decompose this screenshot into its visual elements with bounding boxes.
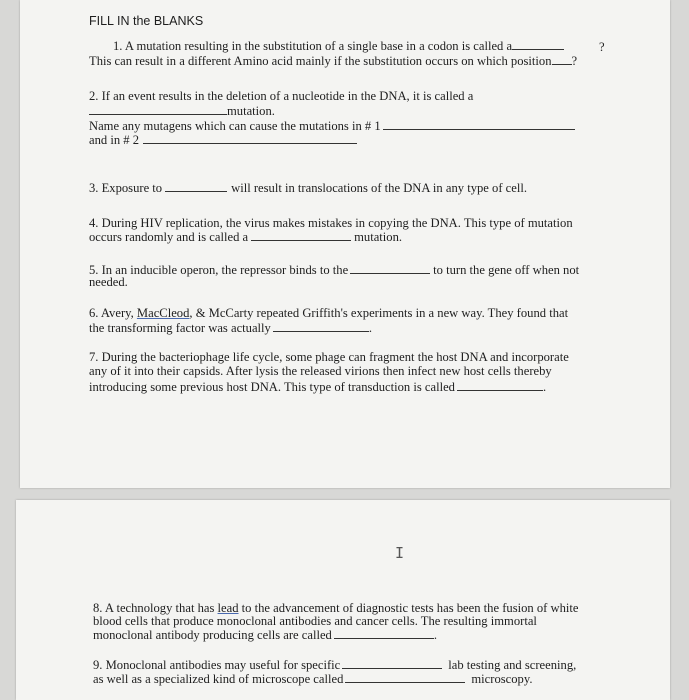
question-5-line-2: needed. — [89, 275, 128, 289]
answer-blank[interactable] — [342, 657, 442, 669]
question-8-line-1: 8. A technology that has lead to the advancement of diagnostic tests has been the fusion of white — [93, 601, 579, 615]
question-2-line-4: and in # 2 — [89, 132, 357, 147]
question-6-line-2: the transforming factor was actually . — [89, 321, 372, 335]
answer-blank[interactable] — [334, 627, 434, 639]
answer-blank[interactable] — [383, 118, 575, 130]
answer-blank[interactable] — [350, 262, 430, 274]
question-4-line-2: occurs randomly and is called a mutation. — [89, 230, 403, 244]
question-2-line-3: Name any mutagens which can cause the mutations in # 1 — [89, 118, 575, 133]
question-9-line-2: as well as a specialized kind of microscope called microscopy. — [93, 672, 533, 686]
worksheet-page-top — [20, 0, 670, 488]
question-mark: ? — [599, 40, 605, 54]
question-6-line-1: 6. Avery, MacCleod, & McCarty repeated Griffith's experiments in a new way. They found that — [89, 306, 569, 320]
question-2-line-2: mutation. — [89, 103, 275, 118]
answer-blank[interactable] — [512, 38, 564, 50]
answer-blank[interactable] — [143, 132, 357, 144]
answer-blank[interactable] — [251, 229, 351, 241]
question-8-line-2: blood cells that produce monoclonal antibodies and cancer cells. The resulting immortal — [93, 614, 537, 628]
answer-blank[interactable] — [552, 53, 572, 65]
answer-blank[interactable] — [89, 103, 227, 115]
question-3: 3. Exposure to will result in translocations of the DNA in any type of cell. — [89, 181, 528, 195]
question-5-line-1: 5. In an inducible operon, the repressor binds to the to turn the gene off when not — [89, 263, 580, 277]
question-7-line-2: any of it into their capsids. After lysis the released virions then infect new host cells thereby — [89, 364, 552, 378]
answer-blank[interactable] — [345, 671, 465, 683]
question-1-text: 1. A mutation resulting in the substitution of a single base in a codon is called a — [113, 39, 513, 53]
answer-blank[interactable] — [457, 379, 543, 391]
question-2-line-1: 2. If an event results in the deletion of a nucleotide in the DNA, it is called a — [89, 89, 474, 103]
worksheet-heading: FILL IN the BLANKS — [89, 14, 204, 28]
question-7-line-3: introducing some previous host DNA. This type of transduction is called . — [89, 380, 547, 394]
spellcheck-word: MacCleod — [136, 306, 190, 320]
question-1-line-1 — [113, 38, 564, 53]
question-8-line-3: monoclonal antibody producing cells are called . — [93, 628, 438, 642]
text-cursor-icon: I — [395, 544, 405, 562]
answer-blank[interactable] — [273, 320, 369, 332]
question-4-line-1: 4. During HIV replication, the virus makes mistakes in copying the DNA. This type of mutation — [89, 216, 573, 230]
spellcheck-word: lead — [217, 601, 239, 615]
question-9-line-1: 9. Monoclonal antibodies may useful for specific lab testing and screening, — [93, 658, 577, 672]
answer-blank[interactable] — [165, 180, 227, 192]
question-1-line-2: This can result in a different Amino acid mainly if the substitution occurs on which position ? — [89, 54, 578, 68]
question-7-line-1: 7. During the bacteriophage life cycle, some phage can fragment the host DNA and incorporate — [89, 350, 569, 364]
